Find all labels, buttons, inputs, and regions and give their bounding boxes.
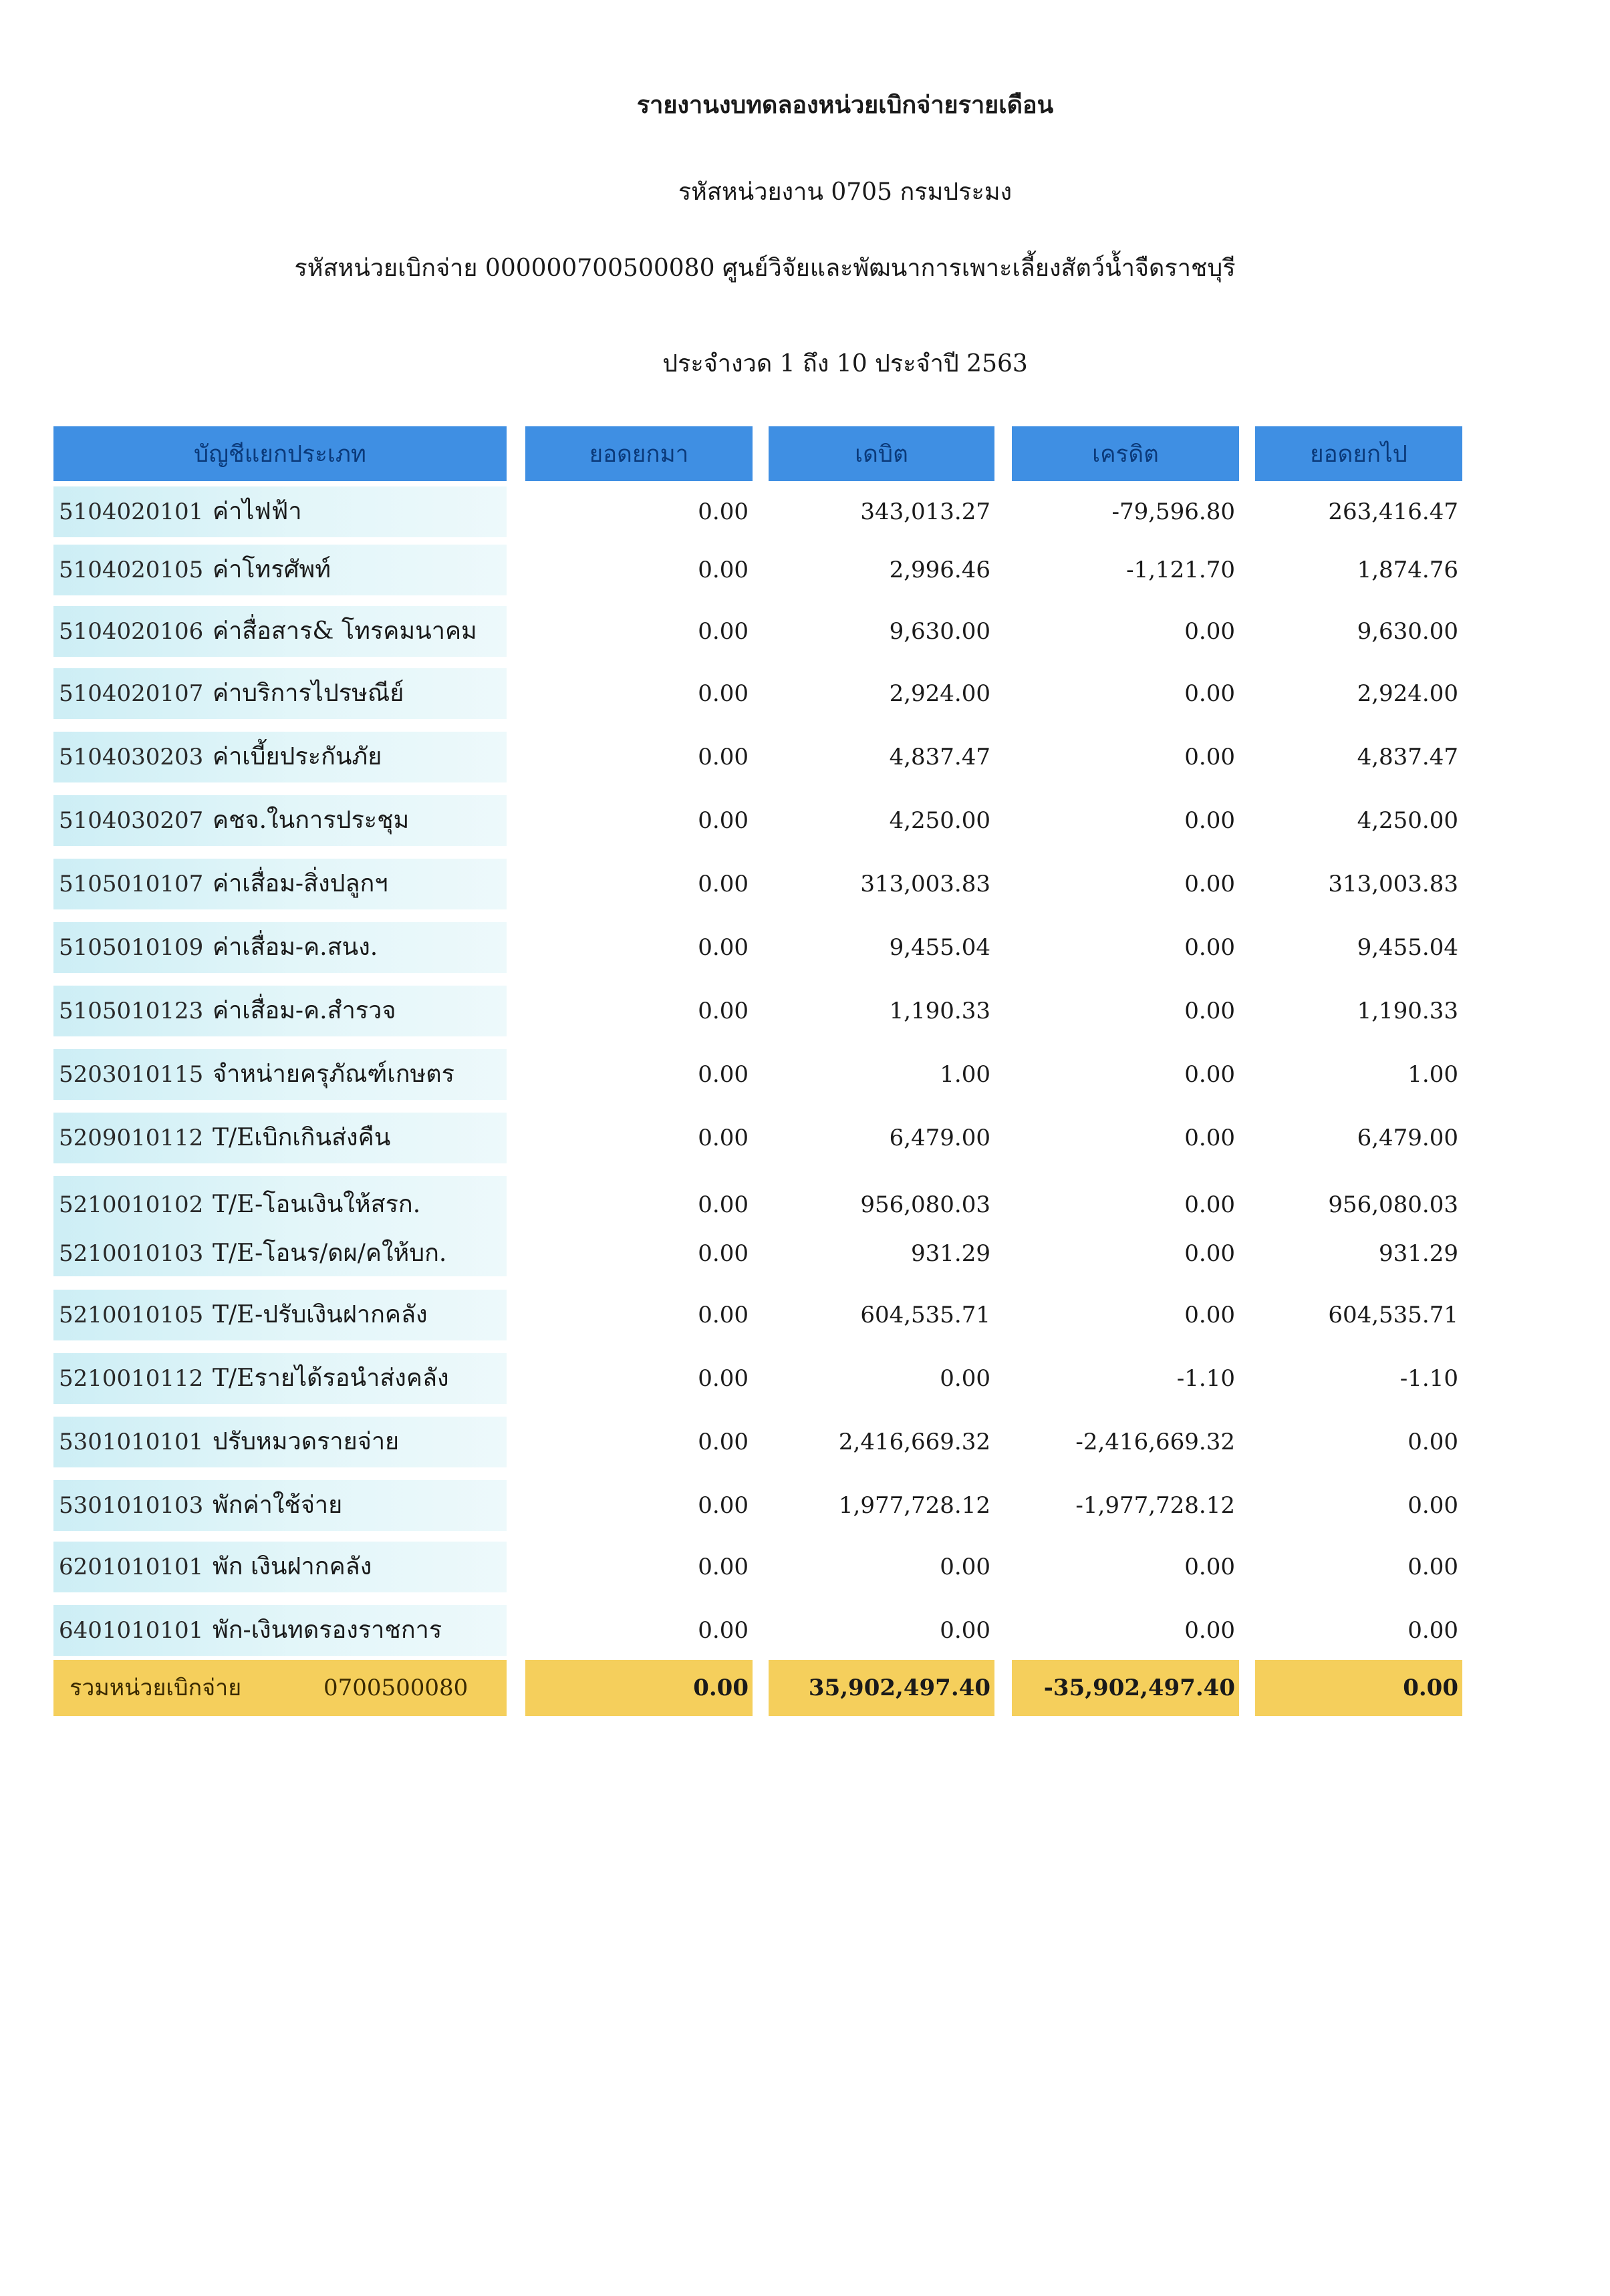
debit-value: 313,003.83 <box>860 871 990 897</box>
debit-value: 604,535.71 <box>860 1302 990 1328</box>
carried-forward-value: 0.00 <box>1407 1617 1458 1644</box>
debit-value: 4,250.00 <box>889 807 990 834</box>
credit-value: -1.10 <box>1176 1365 1235 1392</box>
credit-value: 0.00 <box>1184 1061 1235 1088</box>
account-code: 6401010101 <box>59 1617 204 1644</box>
table-row <box>0 1049 1610 1100</box>
brought-forward-value: 0.00 <box>698 744 749 770</box>
carried-forward-value: 931.29 <box>1379 1240 1458 1267</box>
disbursement-unit-line: รหัสหน่วยเบิกจ่าย 000000700500080 ศูนย์วิจัยและพัฒนาการเพาะเลี้ยงสัตว์น้ำจืดราชบุรี <box>294 255 1236 282</box>
table-row <box>0 1353 1610 1404</box>
brought-forward-value: 0.00 <box>698 557 749 583</box>
brought-forward-value: 0.00 <box>698 1429 749 1455</box>
credit-value: 0.00 <box>1184 1125 1235 1151</box>
carried-forward-value: 263,416.47 <box>1328 498 1458 525</box>
total-carried-forward: 0.00 <box>1403 1675 1458 1701</box>
credit-value: 0.00 <box>1184 1240 1235 1267</box>
debit-value: 9,630.00 <box>889 618 990 645</box>
carried-forward-value: 4,250.00 <box>1357 807 1458 834</box>
account-name: T/E-โอนเงินให้สรก. <box>213 1191 421 1218</box>
credit-value: -1,121.70 <box>1126 557 1235 583</box>
table-row <box>0 1417 1610 1467</box>
account-code: 5105010109 <box>59 934 204 961</box>
brought-forward-value: 0.00 <box>698 1554 749 1580</box>
header-debit: เดบิต <box>769 426 994 481</box>
debit-value: 0.00 <box>940 1365 990 1392</box>
brought-forward-value: 0.00 <box>698 1302 749 1328</box>
carried-forward-value: 0.00 <box>1407 1554 1458 1580</box>
credit-value: 0.00 <box>1184 744 1235 770</box>
account-name: จำหน่ายครุภัณฑ์เกษตร <box>213 1060 454 1088</box>
total-brought-forward: 0.00 <box>693 1675 749 1701</box>
brought-forward-value: 0.00 <box>698 1125 749 1151</box>
table-row <box>0 859 1610 909</box>
account-code: 5210010105 <box>59 1302 204 1328</box>
carried-forward-value: -1.10 <box>1399 1365 1458 1392</box>
debit-value: 1.00 <box>940 1061 990 1088</box>
total-debit: 35,902,497.40 <box>808 1675 990 1701</box>
debit-value: 9,455.04 <box>889 934 990 961</box>
account-code: 5104020107 <box>59 680 204 707</box>
table-row <box>0 732 1610 782</box>
credit-value: 0.00 <box>1184 807 1235 834</box>
carried-forward-value: 2,924.00 <box>1357 680 1458 707</box>
total-unit-code: 0700500080 <box>323 1675 468 1701</box>
account-code: 5209010112 <box>59 1125 204 1151</box>
credit-value: 0.00 <box>1184 1191 1235 1218</box>
account-name: ค่าบริการไปรษณีย์ <box>213 680 404 707</box>
brought-forward-value: 0.00 <box>698 498 749 525</box>
table-row <box>0 922 1610 973</box>
carried-forward-value: 1.00 <box>1407 1061 1458 1088</box>
credit-value: 0.00 <box>1184 618 1235 645</box>
credit-value: 0.00 <box>1184 1554 1235 1580</box>
account-name: ค่าเสื่อม-สิ่งปลูกฯ <box>213 870 388 897</box>
carried-forward-value: 604,535.71 <box>1328 1302 1458 1328</box>
account-name: ค่าเสื่อม-ค.สนง. <box>213 934 378 961</box>
table-row <box>0 1542 1610 1592</box>
account-code: 5104020105 <box>59 557 204 583</box>
brought-forward-value: 0.00 <box>698 871 749 897</box>
account-name: พัก เงินฝากคลัง <box>213 1553 372 1580</box>
account-code: 5210010103 <box>59 1240 204 1267</box>
credit-value: 0.00 <box>1184 934 1235 961</box>
account-name: ค่าสื่อสาร& โทรคมนาคม <box>213 617 477 645</box>
credit-value: -2,416,669.32 <box>1075 1429 1235 1455</box>
debit-value: 343,013.27 <box>860 498 990 525</box>
debit-value: 956,080.03 <box>860 1191 990 1218</box>
total-label: รวมหน่วยเบิกจ่าย <box>70 1675 242 1701</box>
account-code: 5301010103 <box>59 1492 204 1519</box>
account-code: 5105010123 <box>59 998 204 1024</box>
account-code: 5104030203 <box>59 744 204 770</box>
credit-value: 0.00 <box>1184 871 1235 897</box>
brought-forward-value: 0.00 <box>698 807 749 834</box>
account-code: 5301010101 <box>59 1429 204 1455</box>
account-code: 5210010112 <box>59 1365 204 1392</box>
account-name: พัก-เงินทดรองราชการ <box>213 1616 442 1644</box>
table-row <box>0 1179 1610 1230</box>
account-name: ปรับหมวดรายจ่าย <box>213 1428 400 1455</box>
account-code: 5104030207 <box>59 807 204 834</box>
credit-value: 0.00 <box>1184 998 1235 1024</box>
header-account: บัญชีแยกประเภท <box>53 426 507 481</box>
carried-forward-value: 9,455.04 <box>1357 934 1458 961</box>
debit-value: 4,837.47 <box>889 744 990 770</box>
carried-forward-value: 1,190.33 <box>1357 998 1458 1024</box>
carried-forward-value: 6,479.00 <box>1357 1125 1458 1151</box>
account-name: ค่าเสื่อม-ค.สำรวจ <box>213 997 396 1024</box>
account-name: T/Eเบิกเกินส่งคืน <box>213 1124 391 1151</box>
debit-value: 0.00 <box>940 1617 990 1644</box>
account-name: T/E-โอนร/ดผ/คให้บก. <box>213 1240 447 1267</box>
carried-forward-value: 313,003.83 <box>1328 871 1458 897</box>
account-code: 6201010101 <box>59 1554 204 1580</box>
account-name: ค่าโทรศัพท์ <box>213 556 331 583</box>
brought-forward-value: 0.00 <box>698 1191 749 1218</box>
table-row <box>0 1228 1610 1279</box>
agency-line: รหัสหน่วยงาน 0705 กรมประมง <box>678 178 1013 206</box>
account-code: 5105010107 <box>59 871 204 897</box>
debit-value: 2,924.00 <box>889 680 990 707</box>
carried-forward-value: 1,874.76 <box>1357 557 1458 583</box>
report-title: รายงานงบทดลองหน่วยเบิกจ่ายรายเดือน <box>636 91 1054 119</box>
brought-forward-value: 0.00 <box>698 998 749 1024</box>
brought-forward-value: 0.00 <box>698 934 749 961</box>
debit-value: 1,190.33 <box>889 998 990 1024</box>
brought-forward-value: 0.00 <box>698 1365 749 1392</box>
account-code: 5210010102 <box>59 1191 204 1218</box>
account-name: ค่าเบี้ยประกันภัย <box>213 743 382 770</box>
carried-forward-value: 0.00 <box>1407 1492 1458 1519</box>
account-name: ค่าไฟฟ้า <box>213 498 302 525</box>
account-code: 5203010115 <box>59 1061 204 1088</box>
table-row <box>0 606 1610 657</box>
table-row <box>0 545 1610 595</box>
credit-value: 0.00 <box>1184 1617 1235 1644</box>
debit-value: 1,977,728.12 <box>838 1492 990 1519</box>
account-name: T/Eรายได้รอนำส่งคลัง <box>213 1365 449 1392</box>
debit-value: 6,479.00 <box>889 1125 990 1151</box>
account-code: 5104020106 <box>59 618 204 645</box>
table-row <box>0 1480 1610 1531</box>
credit-value: 0.00 <box>1184 1302 1235 1328</box>
brought-forward-value: 0.00 <box>698 1617 749 1644</box>
account-code: 5104020101 <box>59 498 204 525</box>
brought-forward-value: 0.00 <box>698 618 749 645</box>
account-name: คชจ.ในการประชุม <box>213 807 410 834</box>
credit-value: 0.00 <box>1184 680 1235 707</box>
table-row <box>0 1290 1610 1340</box>
header-brought-forward: ยอดยกมา <box>525 426 753 481</box>
header-carried-forward: ยอดยกไป <box>1255 426 1462 481</box>
table-row <box>0 795 1610 846</box>
brought-forward-value: 0.00 <box>698 1240 749 1267</box>
carried-forward-value: 0.00 <box>1407 1429 1458 1455</box>
table-row <box>0 1605 1610 1656</box>
debit-value: 931.29 <box>911 1240 990 1267</box>
carried-forward-value: 956,080.03 <box>1328 1191 1458 1218</box>
carried-forward-value: 4,837.47 <box>1357 744 1458 770</box>
period-line: ประจำงวด 1 ถึง 10 ประจำปี 2563 <box>662 350 1028 378</box>
brought-forward-value: 0.00 <box>698 680 749 707</box>
total-credit: -35,902,497.40 <box>1043 1675 1235 1701</box>
header-credit: เครดิต <box>1012 426 1239 481</box>
brought-forward-value: 0.00 <box>698 1492 749 1519</box>
brought-forward-value: 0.00 <box>698 1061 749 1088</box>
table-row <box>0 486 1610 537</box>
table-row <box>0 1113 1610 1163</box>
credit-value: -1,977,728.12 <box>1075 1492 1235 1519</box>
table-row <box>0 986 1610 1036</box>
credit-value: -79,596.80 <box>1111 498 1235 525</box>
account-name: พักค่าใช้จ่าย <box>213 1491 343 1519</box>
debit-value: 2,416,669.32 <box>838 1429 990 1455</box>
carried-forward-value: 9,630.00 <box>1357 618 1458 645</box>
debit-value: 2,996.46 <box>889 557 990 583</box>
table-row <box>0 668 1610 719</box>
account-name: T/E-ปรับเงินฝากคลัง <box>213 1301 428 1328</box>
debit-value: 0.00 <box>940 1554 990 1580</box>
